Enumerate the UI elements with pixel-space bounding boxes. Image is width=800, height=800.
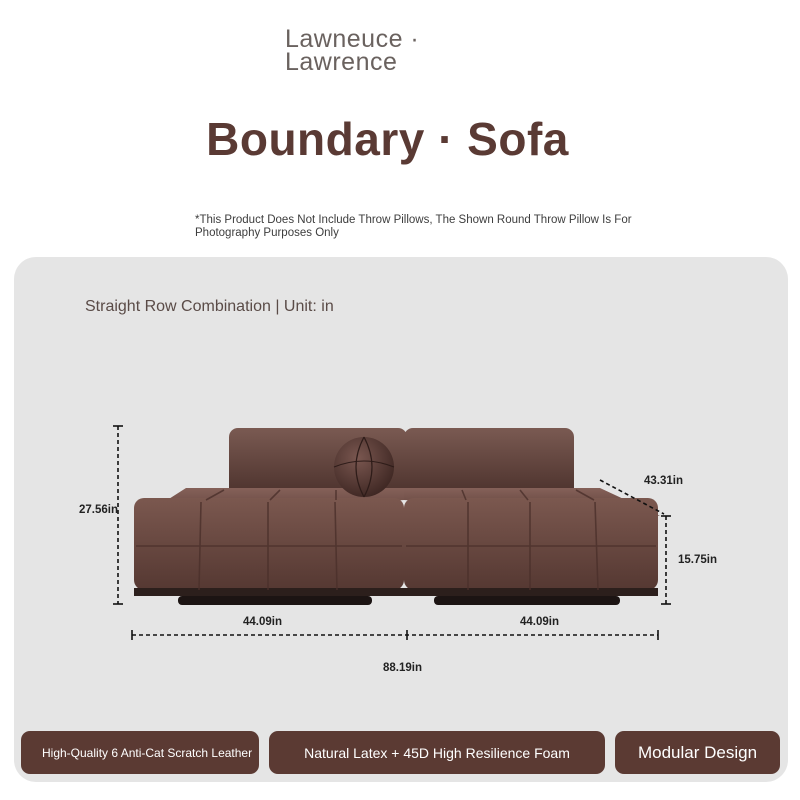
right-width-dimension: 44.09in (520, 616, 559, 628)
product-title: Boundary · Sofa (206, 113, 569, 165)
brand-line-1: Lawneuce · (285, 25, 420, 53)
feature-badge-foam: Natural Latex + 45D High Resilience Foam (269, 731, 605, 774)
seat-height-dimension: 15.75in (678, 554, 717, 566)
sofa-module-left (134, 488, 404, 605)
depth-dimension: 43.31in (644, 475, 683, 487)
left-width-dimension: 44.09in (243, 616, 282, 628)
height-dimension: 27.56in (79, 504, 118, 516)
panel-subtitle: Straight Row Combination | Unit: in (85, 298, 334, 315)
feature-badge-modular: Modular Design (615, 731, 780, 774)
brand-line-2: Lawrence (285, 48, 398, 76)
backrest-right (404, 428, 574, 498)
feature-badge-leather: High-Quality 6 Anti-Cat Scratch Leather (21, 731, 259, 774)
total-width-dimension: 88.19in (383, 662, 422, 674)
round-throw-pillow (334, 437, 394, 497)
disclaimer-note: *This Product Does Not Include Throw Pillows, The Shown Round Throw Pillow Is For Photography Purposes Only (195, 214, 632, 239)
sofa-module-right (404, 488, 660, 605)
